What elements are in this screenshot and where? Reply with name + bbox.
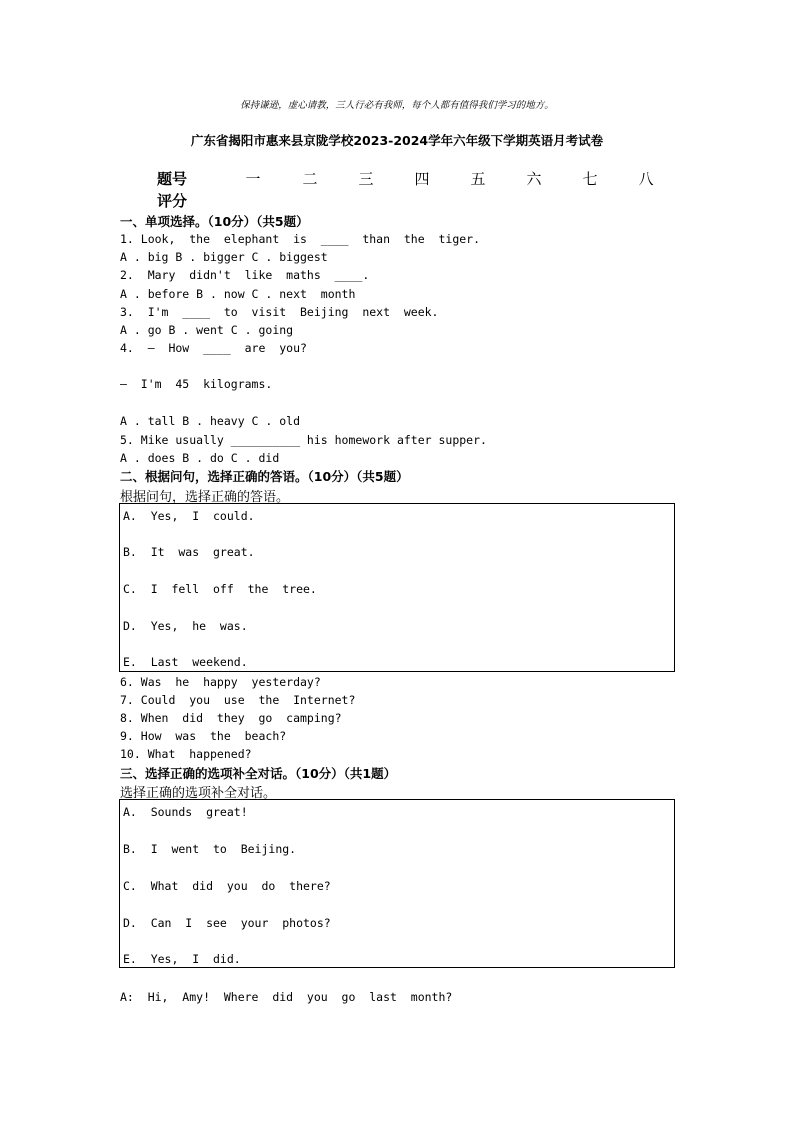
answer-options: A . go B . went C . going <box>120 323 294 337</box>
answer-options: A . big B . bigger C . biggest <box>120 250 328 264</box>
section2-instruction: 根据问句，选择正确的答语。 <box>120 490 290 505</box>
section2-options-box <box>119 503 675 672</box>
section1-heading: 一、单项选择。（10分）（共5题） <box>120 214 309 229</box>
option-item: C. What did you do there? <box>123 879 331 893</box>
question-line: 8. When did they go camping? <box>120 711 342 725</box>
score-row-label: 评分 <box>157 192 188 210</box>
score-column: 七 <box>582 170 598 188</box>
score-column: 六 <box>526 170 542 188</box>
question-line: 2. Mary didn't like maths ____. <box>120 268 370 282</box>
score-column: 三 <box>358 170 374 188</box>
score-table-header-row <box>157 168 697 188</box>
score-row-label: 题号 <box>157 170 188 188</box>
option-item: A. Sounds great! <box>123 805 248 819</box>
question-line: — I'm 45 kilograms. <box>120 377 273 391</box>
section2-heading: 二、根据问句，选择正确的答语。（10分）（共5题） <box>120 469 409 484</box>
exam-title: 广东省揭阳市惠来县京陇学校2023-2024学年六年级下学期英语月考试卷 <box>190 133 604 148</box>
option-item: E. Yes, I did. <box>123 952 241 966</box>
option-item: A. Yes, I could. <box>123 509 255 523</box>
score-column: 四 <box>414 170 430 188</box>
option-item: E. Last weekend. <box>123 655 248 669</box>
question-line: 1. Look, the elephant is ____ than the tiger. <box>120 232 481 246</box>
question-line: 3. I'm ____ to visit Beijing next week. <box>120 305 439 319</box>
question-line: 6. Was he happy yesterday? <box>120 675 321 689</box>
answer-options: A . does B . do C . did <box>120 451 280 465</box>
question-line: 5. Mike usually __________ his homework after supper. <box>120 433 487 447</box>
question-line: 10. What happened? <box>120 747 252 761</box>
score-column: 二 <box>302 170 318 188</box>
section3-instruction: 选择正确的选项补全对话。 <box>120 786 277 801</box>
score-table-score-row <box>157 190 697 210</box>
score-column: 一 <box>245 170 261 188</box>
option-item: D. Yes, he was. <box>123 619 248 633</box>
score-column: 八 <box>638 170 654 188</box>
question-line: 9. How was the beach? <box>120 729 287 743</box>
option-item: B. It was great. <box>123 545 255 559</box>
dialogue-line: A: Hi, Amy! Where did you go last month? <box>120 990 453 1004</box>
section3-heading: 三、选择正确的选项补全对话。（10分）（共1题） <box>120 766 397 781</box>
question-line: 4. — How ____ are you? <box>120 341 307 355</box>
header-motto: 保持谦逊，虚心请教，三人行必有我师，每个人都有值得我们学习的地方。 <box>240 100 554 111</box>
option-item: C. I fell off the tree. <box>123 582 317 596</box>
section3-options-box <box>119 799 675 968</box>
answer-options: A . tall B . heavy C . old <box>120 414 301 428</box>
score-column: 五 <box>470 170 486 188</box>
option-item: D. Can I see your photos? <box>123 916 331 930</box>
answer-options: A . before B . now C . next month <box>120 287 356 301</box>
question-line: 7. Could you use the Internet? <box>120 693 356 707</box>
option-item: B. I went to Beijing. <box>123 842 297 856</box>
